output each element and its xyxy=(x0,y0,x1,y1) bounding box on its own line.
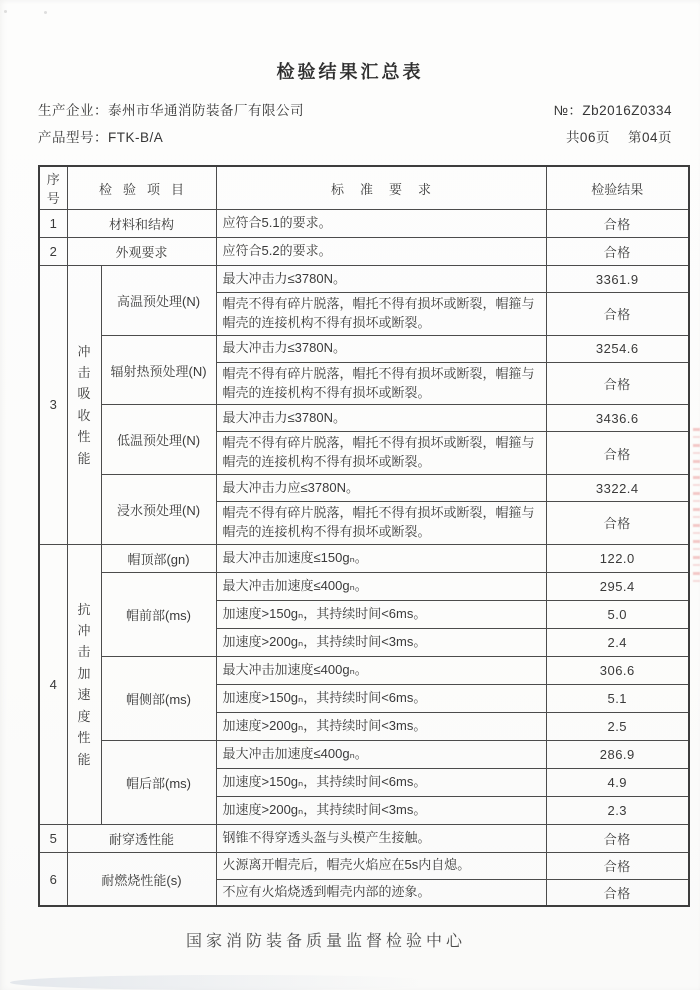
cell-result: 2.3 xyxy=(546,796,689,824)
cell-result: 合格 xyxy=(546,210,689,238)
cell-item-name: 耐穿透性能 xyxy=(67,824,216,852)
cell-standard: 最大冲击力≤3780N。 xyxy=(216,266,546,293)
cell-standard: 最大冲击力≤3780N。 xyxy=(216,405,546,432)
cell-standard: 最大冲击力≤3780N。 xyxy=(216,335,546,362)
doc-no-line xyxy=(553,99,672,119)
cell-standard: 加速度>150gₙ，其持续时间<6ms。 xyxy=(216,600,546,628)
cell-result: 3322.4 xyxy=(546,475,689,502)
table-row xyxy=(39,238,689,266)
model-value: FTK-B/A xyxy=(108,130,164,145)
doc-no-value: Zb2016Z0334 xyxy=(582,103,672,118)
cell-item-name: 帽顶部(gn) xyxy=(101,544,216,572)
cell-group-label xyxy=(67,544,101,824)
cell-standard: 加速度>150gₙ，其持续时间<6ms。 xyxy=(216,684,546,712)
cell-serial: 1 xyxy=(39,210,67,238)
table-row xyxy=(39,266,689,293)
model-line xyxy=(38,126,163,146)
cell-standard: 应符合5.2的要求。 xyxy=(216,238,546,266)
cell-result: 122.0 xyxy=(546,544,689,572)
cell-standard: 火源离开帽壳后，帽壳火焰应在5s内自熄。 xyxy=(216,852,546,879)
cell-item-name: 浸水预处理(N) xyxy=(101,475,216,545)
cell-standard: 帽壳不得有碎片脱落，帽托不得有损坏或断裂，帽箍与帽壳的连接机构不得有损坏或断裂。 xyxy=(216,502,546,545)
cell-result: 3361.9 xyxy=(546,266,689,293)
header-result: 检验结果 xyxy=(546,166,689,210)
cell-serial: 6 xyxy=(39,852,67,906)
model-label: 产品型号： xyxy=(38,130,108,145)
cell-standard: 最大冲击加速度≤400gₙ。 xyxy=(216,740,546,768)
cell-result: 3436.6 xyxy=(546,405,689,432)
table-row xyxy=(39,335,689,362)
cell-result: 合格 xyxy=(546,238,689,266)
table-row xyxy=(39,852,689,879)
page-title: 检验结果汇总表 xyxy=(276,62,424,82)
cell-result: 合格 xyxy=(546,362,689,405)
cell-result: 5.1 xyxy=(546,684,689,712)
manufacturer-value: 泰州市华通消防装备厂有限公司 xyxy=(108,103,304,118)
table-row xyxy=(39,475,689,502)
cell-item-name: 辐射热预处理(N) xyxy=(101,335,216,405)
doc-no-label: №： xyxy=(553,103,583,118)
vertical-group-label: 冲击吸收性能 xyxy=(77,343,91,466)
cell-standard: 最大冲击力应≤3780N。 xyxy=(216,475,546,502)
cell-result: 合格 xyxy=(546,879,689,906)
cell-result: 2.4 xyxy=(546,628,689,656)
cell-standard: 加速度>150gₙ，其持续时间<6ms。 xyxy=(216,768,546,796)
cell-item-name: 帽侧部(ms) xyxy=(101,656,216,740)
cell-standard: 不应有火焰烧透到帽壳内部的迹象。 xyxy=(216,879,546,906)
document-info xyxy=(38,99,672,153)
cell-item-name: 低温预处理(N) xyxy=(101,405,216,475)
pages-total: 共06页 xyxy=(565,130,610,145)
info-row-manufacturer xyxy=(38,99,672,126)
cell-serial: 5 xyxy=(39,824,67,852)
cell-result: 2.5 xyxy=(546,712,689,740)
footer-organization-name: 国家消防装备质量监督检验中心 xyxy=(185,933,466,950)
manufacturer-label: 生产企业： xyxy=(38,103,108,118)
cell-standard: 最大冲击加速度≤150gₙ。 xyxy=(216,544,546,572)
red-stamp-edge-artifact xyxy=(693,428,700,586)
table-header-row xyxy=(39,166,689,210)
cell-result: 合格 xyxy=(546,824,689,852)
cell-standard: 加速度>200gₙ，其持续时间<3ms。 xyxy=(216,628,546,656)
table-row xyxy=(39,544,689,572)
table-row xyxy=(39,824,689,852)
cell-item-name: 高温预处理(N) xyxy=(101,266,216,336)
cell-standard: 帽壳不得有碎片脱落，帽托不得有损坏或断裂，帽箍与帽壳的连接机构不得有损坏或断裂。 xyxy=(216,432,546,475)
cell-result: 5.0 xyxy=(546,600,689,628)
cell-result: 合格 xyxy=(546,432,689,475)
cell-standard: 钢锥不得穿透头盔与头模产生接触。 xyxy=(216,824,546,852)
header-standard: 标准要求 xyxy=(216,166,546,210)
cell-item-name: 外观要求 xyxy=(67,238,216,266)
cell-result: 合格 xyxy=(546,852,689,879)
cell-item-name: 耐燃烧性能(s) xyxy=(67,852,216,906)
table-row xyxy=(39,656,689,684)
inspection-results-table xyxy=(38,165,690,907)
cell-result: 合格 xyxy=(546,502,689,545)
cell-group-label xyxy=(67,266,101,545)
cell-result: 4.9 xyxy=(546,768,689,796)
cell-result: 3254.6 xyxy=(546,335,689,362)
cell-standard: 帽壳不得有碎片脱落，帽托不得有损坏或断裂，帽箍与帽壳的连接机构不得有损坏或断裂。 xyxy=(216,293,546,336)
table-row xyxy=(39,572,689,600)
table-row xyxy=(39,740,689,768)
cell-standard: 帽壳不得有碎片脱落，帽托不得有损坏或断裂，帽箍与帽壳的连接机构不得有损坏或断裂。 xyxy=(216,362,546,405)
scan-artifact-dot xyxy=(44,11,47,14)
page-current: 第04页 xyxy=(627,130,672,145)
scan-artifact-dot xyxy=(4,10,7,13)
header-item: 检验项目 xyxy=(67,166,216,210)
cell-result: 合格 xyxy=(546,293,689,336)
cell-standard: 应符合5.1的要求。 xyxy=(216,210,546,238)
vertical-group-label: 抗冲击加速度性能 xyxy=(77,601,91,767)
cell-result: 306.6 xyxy=(546,656,689,684)
cell-item-name: 帽前部(ms) xyxy=(101,572,216,656)
cell-standard: 最大冲击加速度≤400gₙ。 xyxy=(216,572,546,600)
cell-item-name: 帽后部(ms) xyxy=(101,740,216,824)
cell-standard: 最大冲击加速度≤400gₙ。 xyxy=(216,656,546,684)
cell-standard: 加速度>200gₙ，其持续时间<3ms。 xyxy=(216,796,546,824)
cell-serial: 3 xyxy=(39,266,67,545)
scan-smudge-artifact xyxy=(10,975,430,990)
cell-serial: 2 xyxy=(39,238,67,266)
header-serial: 序号 xyxy=(39,166,67,210)
info-row-model xyxy=(38,126,672,153)
manufacturer-line xyxy=(38,99,304,119)
pagination-line xyxy=(566,126,672,146)
cell-result: 295.4 xyxy=(546,572,689,600)
cell-standard: 加速度>200gₙ，其持续时间<3ms。 xyxy=(216,712,546,740)
table-row xyxy=(39,405,689,432)
table-row xyxy=(39,210,689,238)
cell-result: 286.9 xyxy=(546,740,689,768)
cell-serial: 4 xyxy=(39,544,67,824)
cell-item-name: 材料和结构 xyxy=(67,210,216,238)
